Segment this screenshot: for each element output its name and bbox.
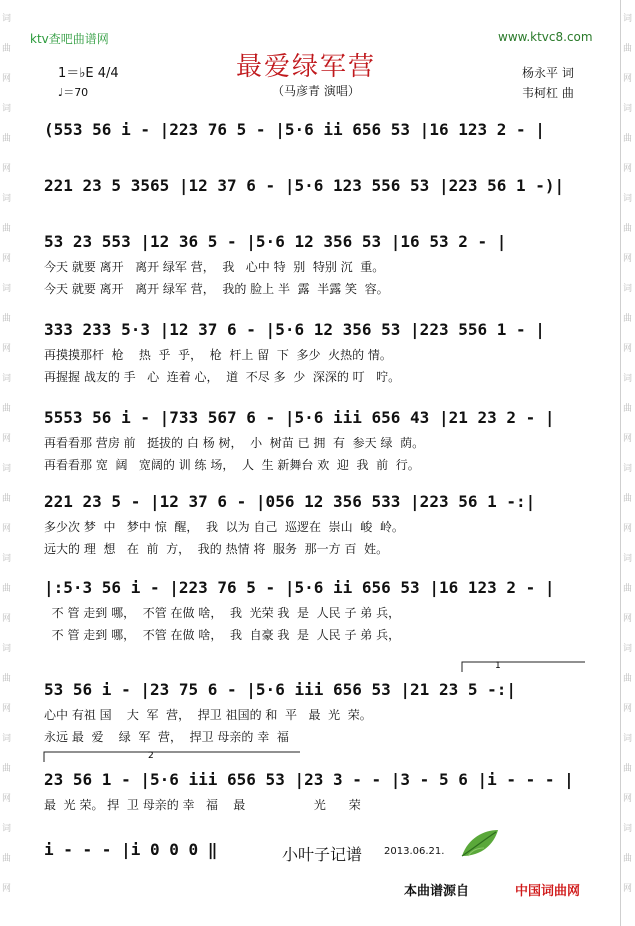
watermark-glyph: 网 [2, 74, 12, 84]
lyric-line: 永远 最 爱 绿 军 营， 捍卫 母亲的 幸 福 [44, 730, 289, 744]
watermark-glyph: 曲 [623, 584, 633, 594]
watermark-glyph: 网 [2, 434, 12, 444]
watermark-glyph: 词 [623, 464, 633, 474]
watermark-glyph: 曲 [623, 44, 633, 54]
notation-row: (553 56 i - |223 76 5 - |5·6 ii 656 53 |16 123 2 - | [44, 120, 545, 139]
watermark-glyph: 曲 [2, 764, 12, 774]
watermark-glyph: 词 [623, 14, 633, 24]
lyric-line: 再摸摸那杆 枪 热 乎 乎， 枪 杆上 留 下 多少 火热的 情。 [44, 348, 392, 362]
song-title: 最爱绿军营 [236, 52, 377, 82]
watermark-glyph: 网 [623, 344, 633, 354]
watermark-glyph: 词 [2, 644, 12, 654]
watermark-glyph: 曲 [2, 854, 12, 864]
watermark-glyph: 网 [623, 164, 633, 174]
watermark-glyph: 曲 [2, 584, 12, 594]
site-name-left: ktv查吧曲谱网 [30, 32, 109, 46]
watermark-glyph: 网 [623, 614, 633, 624]
watermark-glyph: 曲 [2, 314, 12, 324]
notation-row: 53 56 i - |23 75 6 - |5·6 iii 656 53 |21 23 5 -:| [44, 680, 517, 699]
watermark-glyph: 曲 [2, 494, 12, 504]
watermark-glyph: 词 [623, 824, 633, 834]
notation-row: |:5·3 56 i - |223 76 5 - |5·6 ii 656 53 |16 123 2 - | [44, 578, 555, 597]
watermark-glyph: 词 [623, 554, 633, 564]
notation-row: 5553 56 i - |733 567 6 - |5·6 iii 656 43 |21 23 2 - | [44, 408, 555, 427]
watermark-glyph: 网 [623, 794, 633, 804]
lyric-line: 今天 就要 离开 离开 绿军 营， 我的 脸上 半 露 半露 笑 容。 [44, 282, 389, 296]
notation-row: 333 233 5·3 |12 37 6 - |5·6 12 356 53 |223 556 1 - | [44, 320, 545, 339]
notation-row: 53 23 553 |12 36 5 - |5·6 12 356 53 |16 53 2 - | [44, 232, 507, 251]
watermark-glyph: 曲 [623, 404, 633, 414]
watermark-glyph: 曲 [2, 224, 12, 234]
source-label: 本曲谱源自 [404, 884, 470, 899]
source-site-link[interactable]: 中国词曲网 [515, 884, 581, 899]
lyric-line: 再看看那 宽 阔 宽阔的 训 练 场， 人 生 新舞台 欢 迎 我 前 行。 [44, 458, 420, 472]
watermark-glyph: 曲 [2, 674, 12, 684]
volta-second-label: 2 [148, 751, 154, 761]
watermark-glyph: 曲 [623, 224, 633, 234]
lyric-line: 不 管 走到 哪， 不管 在做 啥， 我 光荣 我 是 人民 子 弟 兵， [44, 606, 401, 620]
watermark-glyph: 网 [2, 614, 12, 624]
watermark-glyph: 曲 [623, 494, 633, 504]
site-url-right: www.ktvc8.com [498, 30, 593, 44]
key-signature: 1＝♭E 4/4 [58, 66, 119, 81]
watermark-glyph: 词 [623, 104, 633, 114]
watermark-glyph: 词 [623, 284, 633, 294]
watermark-glyph: 词 [2, 284, 12, 294]
watermark-glyph: 曲 [623, 314, 633, 324]
lyricist-credit: 杨永平 词 [522, 66, 574, 80]
watermark-glyph: 网 [2, 884, 12, 894]
lyric-line: 再握握 战友的 手 心 连着 心， 道 不尽 多 少 深深的 叮 咛。 [44, 370, 401, 384]
watermark-glyph: 词 [2, 104, 12, 114]
watermark-glyph: 曲 [2, 134, 12, 144]
watermark-glyph: 词 [2, 554, 12, 564]
watermark-glyph: 曲 [623, 674, 633, 684]
watermark-glyph: 网 [623, 434, 633, 444]
lyric-line: 最 光 荣。 捍 卫 母亲的 幸 福 最 光 荣 [44, 798, 361, 812]
watermark-glyph: 词 [623, 374, 633, 384]
watermark-glyph: 网 [2, 254, 12, 264]
notation-row: 221 23 5 - |12 37 6 - |056 12 356 533 |223 56 1 -:| [44, 492, 536, 511]
watermark-glyph: 词 [2, 374, 12, 384]
watermark-glyph: 网 [2, 524, 12, 534]
watermark-glyph: 网 [623, 704, 633, 714]
watermark-glyph: 词 [2, 194, 12, 204]
lyric-line: 今天 就要 离开 离开 绿军 营， 我 心中 特 别 特别 沉 重。 [44, 260, 385, 274]
watermark-glyph: 曲 [623, 764, 633, 774]
volta-first-label: 1 [495, 661, 501, 671]
watermark-glyph: 网 [2, 164, 12, 174]
lyric-line: 不 管 走到 哪， 不管 在做 啥， 我 自豪 我 是 人民 子 弟 兵， [44, 628, 401, 642]
watermark-glyph: 网 [2, 794, 12, 804]
watermark-glyph: 网 [623, 74, 633, 84]
watermark-glyph: 词 [2, 464, 12, 474]
leaf-icon [458, 826, 502, 860]
lyric-line: 再看看那 营房 前 挺拔的 白 杨 树， 小 树苗 已 拥 有 参天 绿 荫。 [44, 436, 425, 450]
watermark-glyph: 网 [2, 704, 12, 714]
watermark-glyph: 网 [623, 524, 633, 534]
notation-row: i - - - |i 0 0 0 ‖ [44, 840, 218, 859]
watermark-glyph: 词 [2, 824, 12, 834]
watermark-glyph: 词 [623, 194, 633, 204]
transcription-date: 2013.06.21. [384, 846, 445, 857]
lyric-line: 远大的 理 想 在 前 方， 我的 热情 将 服务 那一方 百 姓。 [44, 542, 389, 556]
watermark-glyph: 曲 [2, 44, 12, 54]
watermark-glyph: 曲 [2, 404, 12, 414]
watermark-glyph: 词 [2, 734, 12, 744]
singer-credit: （马彦青 演唱） [272, 84, 360, 98]
transcriber-signature: 小叶子记谱 [282, 845, 363, 864]
watermark-glyph: 曲 [623, 854, 633, 864]
lyric-line: 多少次 梦 中 梦中 惊 醒， 我 以为 自己 巡逻在 崇山 峻 岭。 [44, 520, 404, 534]
notation-row: 221 23 5 3565 |12 37 6 - |5·6 123 556 53 |223 56 1 -)| [44, 176, 565, 195]
composer-credit: 韦柯杠 曲 [522, 86, 574, 100]
notation-row: 23 56 1 - |5·6 iii 656 53 |23 3 - - |3 - 5 6 |i - - - | [44, 770, 574, 789]
watermark-glyph: 词 [623, 734, 633, 744]
watermark-glyph: 词 [623, 644, 633, 654]
watermark-glyph: 词 [2, 14, 12, 24]
watermark-glyph: 网 [2, 344, 12, 354]
watermark-glyph: 网 [623, 254, 633, 264]
watermark-glyph: 网 [623, 884, 633, 894]
watermark-glyph: 曲 [623, 134, 633, 144]
lyric-line: 心中 有祖 国 大 军 营， 捍卫 祖国的 和 平 最 光 荣。 [44, 708, 372, 722]
tempo-mark: ♩＝70 [58, 86, 89, 99]
